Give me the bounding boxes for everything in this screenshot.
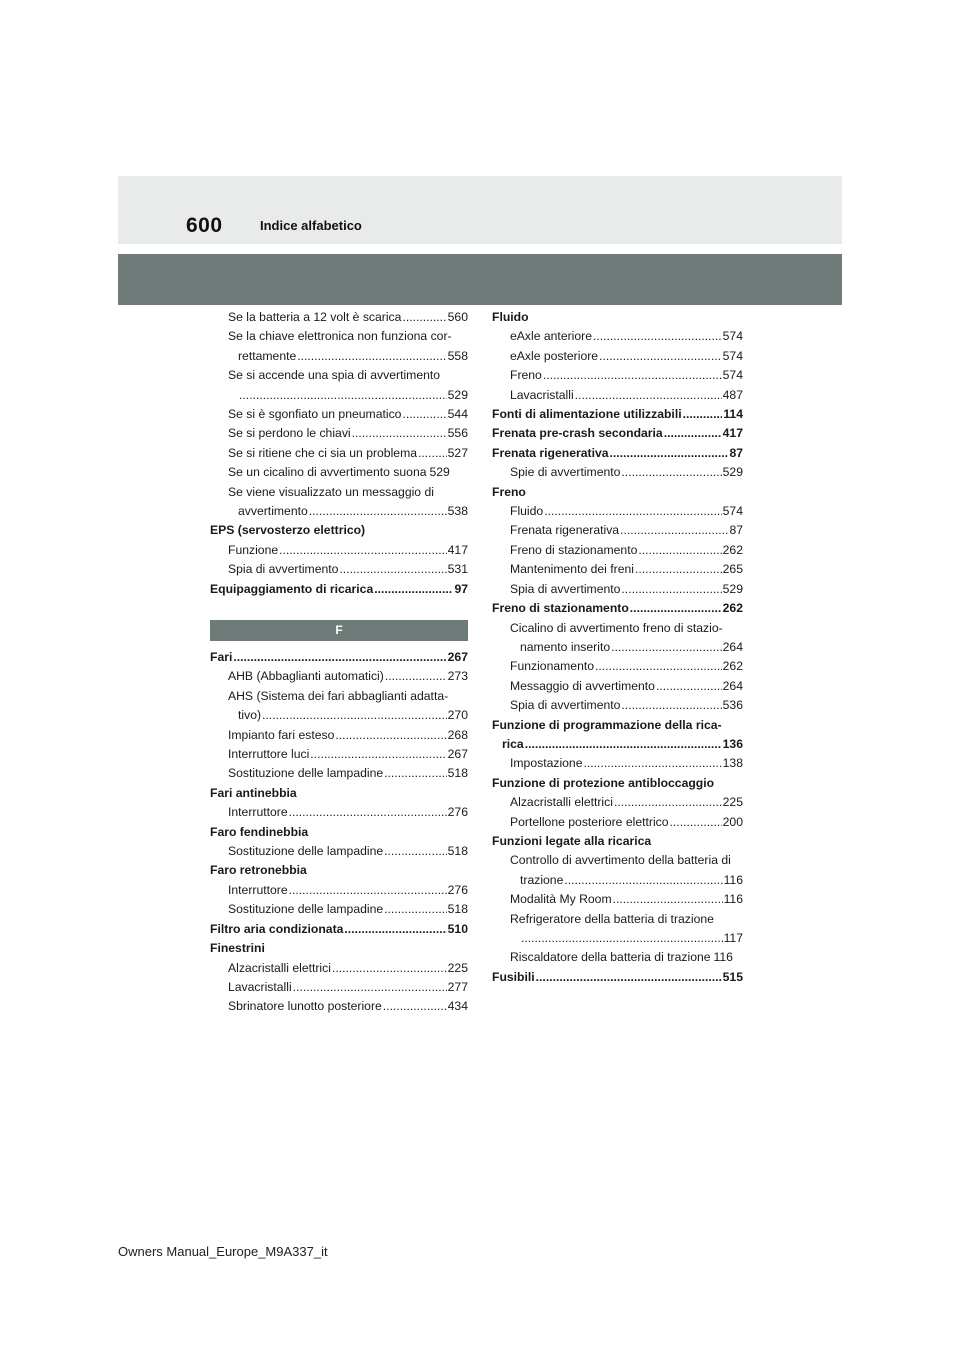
page-reference: 434: [447, 999, 468, 1014]
page-reference: 264: [722, 639, 743, 654]
index-subentry: [492, 890, 743, 909]
dot-leader: [262, 706, 447, 725]
index-subentry: [492, 813, 743, 832]
entry-label: Alzacristalli elettrici: [510, 795, 613, 810]
dot-leader: [621, 696, 721, 715]
page-reference: 515: [722, 969, 743, 984]
index-heading: Fari antinebbia: [210, 785, 297, 800]
index-heading: Funzione di protezione antibloccaggio: [492, 775, 715, 790]
index-subentry: [210, 386, 468, 405]
page-reference: 574: [722, 368, 743, 383]
page-reference: 225: [722, 795, 743, 810]
index-subentry: [210, 959, 468, 978]
index-column-left-bottom: [210, 648, 468, 1017]
entry-label: Interruttore: [228, 805, 288, 820]
page-reference: 270: [447, 708, 468, 723]
index-subentry: [492, 793, 743, 812]
entry-label: Sbrinatore lunotto posteriore: [228, 999, 382, 1014]
index-subentry: [210, 502, 468, 521]
entry-label: Freno di stazionamento: [492, 601, 629, 616]
index-subentry: [210, 405, 468, 424]
dot-leader: [383, 997, 447, 1016]
index-heading: Faro fendinebbia: [210, 824, 309, 839]
page-reference: 268: [447, 727, 468, 742]
entry-label: Modalità My Room: [510, 892, 612, 907]
footer-text: Owners Manual_Europe_M9A337_it: [118, 1244, 328, 1259]
page-reference: 87: [729, 445, 743, 460]
index-subentry: [492, 735, 743, 754]
entry-label: Fluido: [510, 504, 544, 519]
entry-label: Freno: [510, 368, 542, 383]
page-reference: 265: [722, 562, 743, 577]
entry-label: Se la batteria a 12 volt è scarica: [228, 310, 402, 324]
letter-divider-f: F: [210, 620, 468, 641]
header-band: [118, 254, 842, 305]
page-reference: 225: [447, 960, 468, 975]
index-entry: [210, 580, 468, 599]
dot-leader: [599, 347, 722, 366]
dot-leader: [664, 424, 722, 443]
dot-leader: [630, 599, 722, 618]
dot-leader: [656, 677, 722, 696]
index-subentry: [492, 638, 743, 657]
dot-leader: [621, 463, 721, 482]
index-subentry: [210, 424, 468, 443]
page-reference: 518: [447, 844, 468, 859]
entry-label: Mantenimento dei freni: [510, 562, 634, 577]
index-subentry: [492, 521, 743, 540]
index-subentry: [492, 657, 743, 676]
page-reference: 487: [722, 387, 743, 402]
page-reference: 117: [723, 931, 743, 945]
index-subentry-text: Controllo di avvertimento della batteria di: [510, 853, 731, 868]
index-subentry: [492, 696, 743, 715]
entry-label: Freno di stazionamento: [510, 542, 638, 557]
dot-leader: [610, 444, 729, 463]
page-reference: 262: [722, 659, 743, 674]
entry-label: Sostituzione delle lampadine: [228, 766, 384, 781]
dot-leader: [521, 929, 723, 948]
dot-leader: [683, 405, 723, 424]
page-reference: 536: [722, 698, 743, 713]
page-reference: 276: [447, 882, 468, 897]
entry-label: rettamente: [238, 348, 297, 363]
page-reference: 556: [447, 426, 468, 441]
page-reference: 116: [723, 892, 743, 907]
dot-leader: [352, 424, 447, 443]
page-reference: 531: [447, 562, 468, 577]
index-subentry: [492, 677, 743, 696]
page-reference: 527: [447, 445, 468, 460]
index-heading: EPS (servosterzo elettrico): [210, 523, 366, 538]
index-subentry: [210, 803, 468, 822]
dot-leader: [670, 813, 722, 832]
dot-leader: [613, 890, 723, 909]
index-heading: Freno: [492, 484, 526, 499]
page-reference: 276: [447, 805, 468, 820]
dot-leader: [384, 842, 447, 861]
dot-leader: [402, 405, 446, 424]
index-subentry: [492, 463, 743, 482]
entry-label: trazione: [520, 872, 564, 887]
index-entry: [492, 405, 743, 424]
index-subentry: [492, 327, 743, 346]
entry-label: Impostazione: [510, 756, 583, 771]
page-reference: 277: [447, 979, 468, 994]
index-entry: [492, 424, 743, 443]
page-reference: 138: [722, 756, 743, 771]
page-number: 600: [186, 214, 223, 237]
page-reference: 87: [729, 523, 743, 538]
dot-leader: [332, 959, 447, 978]
index-subentry: [210, 463, 468, 482]
dot-leader: [335, 726, 446, 745]
entry-label: Lavacristalli: [228, 979, 292, 994]
page-reference: 518: [447, 766, 468, 781]
index-subentry: [492, 948, 743, 967]
page-reference: 97: [454, 581, 468, 596]
dot-leader: [418, 444, 447, 463]
index-heading: Funzioni legate alla ricarica: [492, 833, 652, 848]
index-subentry-text: Se si accende una spia di avvertimento: [228, 368, 441, 383]
index-subentry: [492, 871, 743, 890]
entry-label: Se si perdono le chiavi: [228, 426, 351, 441]
entry-label: eAxle anteriore: [510, 329, 592, 344]
index-subentry: [210, 308, 468, 327]
section-title: Indice alfabetico: [260, 218, 362, 233]
entry-label: Fonti di alimentazione utilizzabili: [492, 407, 682, 422]
entry-label: Messaggio di avvertimento: [510, 678, 655, 693]
dot-leader: [614, 793, 722, 812]
entry-label: Impianto fari esteso: [228, 727, 335, 742]
index-subentry: [492, 541, 743, 560]
index-heading: Fluido: [492, 310, 529, 324]
entry-label: Funzionamento: [510, 659, 595, 674]
dot-leader: [310, 745, 446, 764]
index-subentry: [210, 997, 468, 1016]
index-heading: Funzione di programmazione della rica-: [492, 717, 722, 732]
dot-leader: [611, 638, 722, 657]
entry-label: Se si è sgonfiato un pneumatico: [228, 407, 402, 422]
entry-label: Spie di avvertimento: [510, 465, 621, 480]
index-subentry: [210, 900, 468, 919]
page-reference: 264: [722, 678, 743, 693]
index-subentry: [492, 347, 743, 366]
page-reference: 116: [713, 950, 733, 965]
entry-label: avvertimento: [238, 504, 308, 519]
dot-leader: [575, 386, 722, 405]
dot-leader: [543, 366, 722, 385]
index-heading: Faro retronebbia: [210, 863, 307, 878]
index-subentry-text: Se viene visualizzato un messaggio di: [228, 484, 434, 499]
index-heading: Finestrini: [210, 941, 265, 956]
page-header: [118, 176, 842, 244]
entry-label: Sostituzione delle lampadine: [228, 844, 384, 859]
index-entry: [210, 648, 468, 667]
dot-leader: [593, 327, 722, 346]
dot-leader: [297, 347, 446, 366]
page-reference: 529: [429, 465, 450, 480]
entry-label: rica: [502, 736, 524, 751]
page-reference: 574: [722, 329, 743, 344]
index-subentry: [210, 560, 468, 579]
entry-label: Lavacristalli: [510, 387, 574, 402]
page-reference: 560: [447, 310, 468, 324]
entry-label: Interruttore luci: [228, 747, 310, 762]
dot-leader: [635, 560, 722, 579]
dot-leader: [536, 968, 722, 987]
index-subentry-text: Se la chiave elettronica non funziona cor-: [228, 329, 452, 344]
index-subentry-text: Refrigeratore della batteria di trazione: [510, 911, 714, 926]
page-reference: 200: [722, 814, 743, 829]
entry-label: Interruttore: [228, 882, 288, 897]
dot-leader: [584, 754, 722, 773]
index-column-right: [492, 308, 743, 987]
entry-label: Alzacristalli elettrici: [228, 960, 331, 975]
index-subentry-text: AHS (Sistema dei fari abbaglianti adatta-: [228, 688, 449, 703]
page-reference: 262: [722, 601, 743, 616]
index-subentry: [210, 842, 468, 861]
dot-leader: [621, 580, 721, 599]
dot-leader: [384, 900, 447, 919]
entry-label: namento inserito: [520, 639, 611, 654]
page-reference: 417: [722, 426, 743, 441]
page-reference: 267: [447, 650, 468, 664]
index-subentry: [210, 764, 468, 783]
dot-leader: [564, 871, 722, 890]
index-subentry: [210, 745, 468, 764]
entry-label: Fusibili: [492, 969, 535, 984]
index-entry: [492, 444, 743, 463]
dot-leader: [595, 657, 722, 676]
dot-leader: [233, 648, 446, 667]
page-reference: 510: [447, 921, 468, 936]
page-reference: 529: [722, 465, 743, 480]
page-reference: 417: [447, 542, 468, 557]
index-subentry: [492, 560, 743, 579]
index-subentry: [210, 881, 468, 900]
index-entry: [492, 968, 743, 987]
page-reference: 558: [447, 348, 468, 363]
entry-label: Sostituzione delle lampadine: [228, 902, 384, 917]
index-subentry: [492, 580, 743, 599]
dot-leader: [293, 978, 447, 997]
dot-leader: [620, 521, 728, 540]
entry-label: Filtro aria condizionata: [210, 921, 344, 936]
page-reference: 262: [722, 542, 743, 557]
entry-label: Spia di avvertimento: [228, 562, 339, 577]
entry-label: Se un cicalino di avvertimento suona: [228, 465, 427, 480]
page-reference: 114: [723, 407, 743, 422]
index-subentry: [210, 667, 468, 686]
index-subentry: [492, 386, 743, 405]
page-reference: 273: [447, 669, 468, 684]
dot-leader: [309, 502, 447, 521]
entry-label: Equipaggiamento di ricarica: [210, 581, 374, 596]
entry-label: tivo): [238, 708, 262, 723]
entry-label: Frenata rigenerativa: [510, 523, 620, 538]
index-subentry: [210, 541, 468, 560]
entry-label: Spia di avvertimento: [510, 698, 621, 713]
dot-leader: [385, 667, 447, 686]
page-reference: 538: [447, 504, 468, 519]
index-entry: [492, 599, 743, 618]
index-subentry: [210, 726, 468, 745]
dot-leader: [374, 580, 453, 599]
page-reference: 574: [722, 504, 743, 519]
entry-label: Fari: [210, 650, 233, 664]
dot-leader: [525, 735, 722, 754]
page-reference: 116: [723, 872, 743, 887]
page-reference: 267: [447, 747, 468, 762]
dot-leader: [638, 541, 721, 560]
page-reference: 136: [722, 736, 743, 751]
index-subentry: [210, 444, 468, 463]
page-reference: 529: [722, 581, 743, 596]
entry-label: Se si ritiene che ci sia un problema: [228, 445, 418, 460]
entry-label: Riscaldatore della batteria di trazione: [510, 950, 711, 965]
dot-leader: [544, 502, 721, 521]
index-subentry: [492, 754, 743, 773]
entry-label: Spia di avvertimento: [510, 581, 621, 596]
index-subentry: [492, 366, 743, 385]
entry-label: eAxle posteriore: [510, 348, 599, 363]
dot-leader: [289, 803, 447, 822]
dot-leader: [402, 308, 446, 327]
entry-label: Frenata pre-crash secondaria: [492, 426, 663, 441]
page-reference: 574: [722, 348, 743, 363]
index-entry: [210, 920, 468, 939]
index-column-left-top: [210, 308, 468, 599]
dot-leader: [289, 881, 447, 900]
page-reference: 529: [447, 387, 468, 402]
dot-leader: [239, 386, 447, 405]
entry-label: Frenata rigenerativa: [492, 445, 609, 460]
index-subentry: [210, 706, 468, 725]
entry-label: Portellone posteriore elettrico: [510, 814, 669, 829]
dot-leader: [279, 541, 447, 560]
index-subentry: [210, 347, 468, 366]
dot-leader: [384, 764, 447, 783]
page-reference: 544: [447, 407, 468, 422]
dot-leader: [344, 920, 446, 939]
dot-leader: [339, 560, 446, 579]
index-subentry: [210, 978, 468, 997]
entry-label: Funzione: [228, 542, 279, 557]
entry-label: AHB (Abbaglianti automatici): [228, 669, 384, 684]
index-subentry: [492, 929, 743, 948]
page-reference: 518: [447, 902, 468, 917]
index-subentry-text: Cicalino di avvertimento freno di stazio-: [510, 620, 723, 635]
index-subentry: [492, 502, 743, 521]
